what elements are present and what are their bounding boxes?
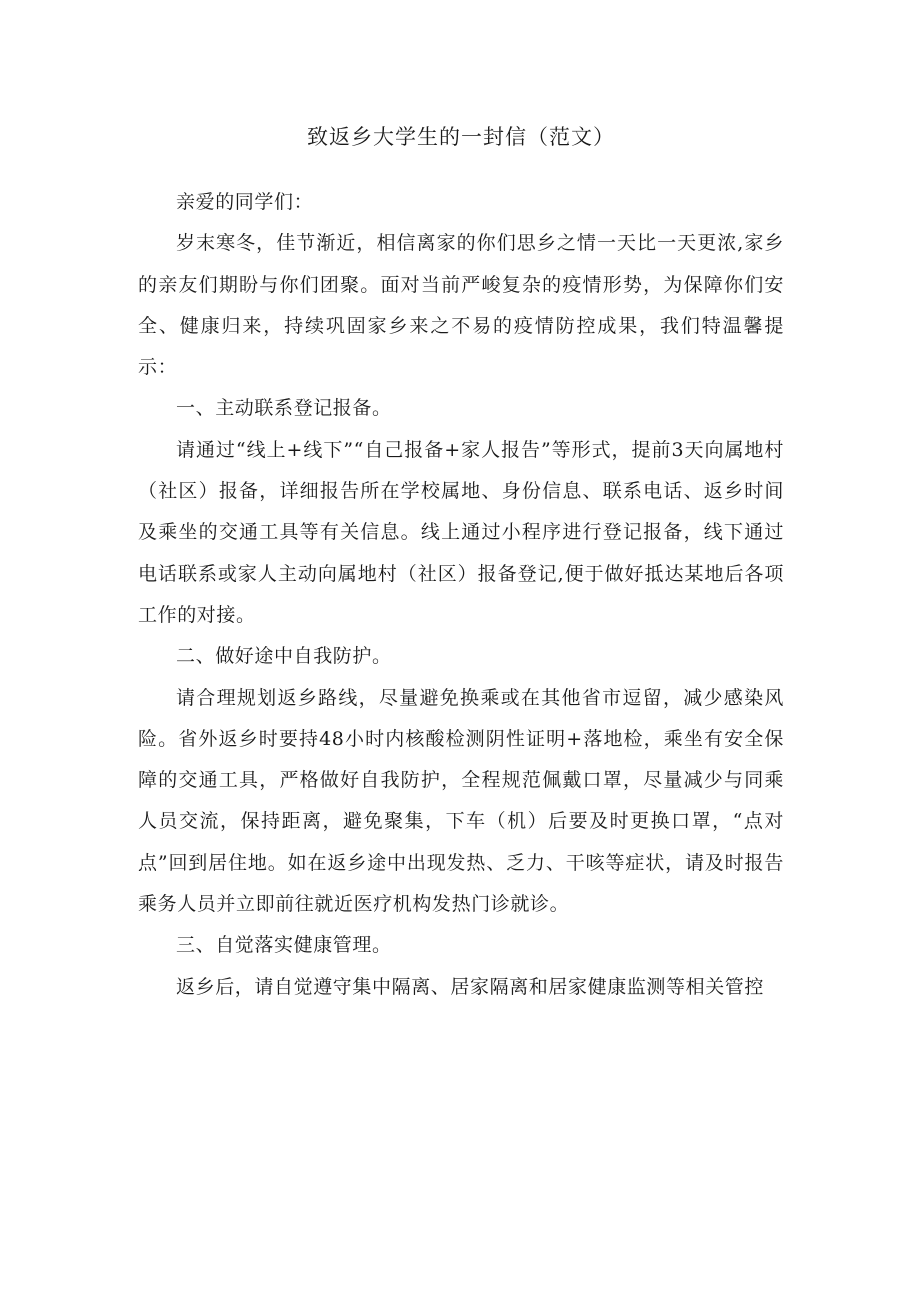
document-title: 致返乡大学生的一封信（范文） [307, 125, 615, 149]
section-heading-1: 一、主动联系登记报备。 [176, 397, 392, 420]
paragraph-section-1: 请通过“线上+线下”“自己报备+家人报告”等形式，提前3天向属地村（社区）报备，详细报告所在学校属地、身份信息、联系电话、返乡时间及乘坐的交通工具等有关信息。线上通过小程序进行登记报备，线下通过电话联系或家人主动向属地村（社区）报备登记,便于做好抵达某地后各项工作的对接。 [138, 438, 784, 626]
section-heading-3: 三、自觉落实健康管理。 [176, 934, 392, 957]
document-body [138, 182, 784, 1008]
paragraph-section-3: 返乡后，请自觉遵守集中隔离、居家隔离和居家健康监测等相关管控 [176, 975, 765, 998]
paragraph-section-2: 请合理规划返乡路线，尽量避免换乘或在其他省市逗留，减少感染风险。省外返乡时要持48小时内核酸检测阴性证明+落地检，乘坐有安全保障的交通工具，严格做好自我防护，全程规范佩戴口罩，尽量减少与同乘人员交流，保持距离，避免聚集，下车（机）后要及时更换口罩，“点对点”回到居住地。如在返乡途中出现发热、乏力、干咳等症状，请及时报告乘务人员并立即前往就近医疗机构发热门诊就诊。 [138, 686, 784, 916]
salutation: 亲爱的同学们： [176, 191, 314, 213]
paragraph-intro: 岁末寒冬，佳节渐近，相信离家的你们思乡之情一天比一天更浓,家乡的亲友们期盼与你们团聚。面对当前严峻复杂的疫情形势，为保障你们安全、健康归来，持续巩固家乡来之不易的疫情防控成果，我们特温馨提示： [138, 232, 784, 379]
section-heading-2: 二、做好途中自我防护。 [176, 645, 392, 668]
